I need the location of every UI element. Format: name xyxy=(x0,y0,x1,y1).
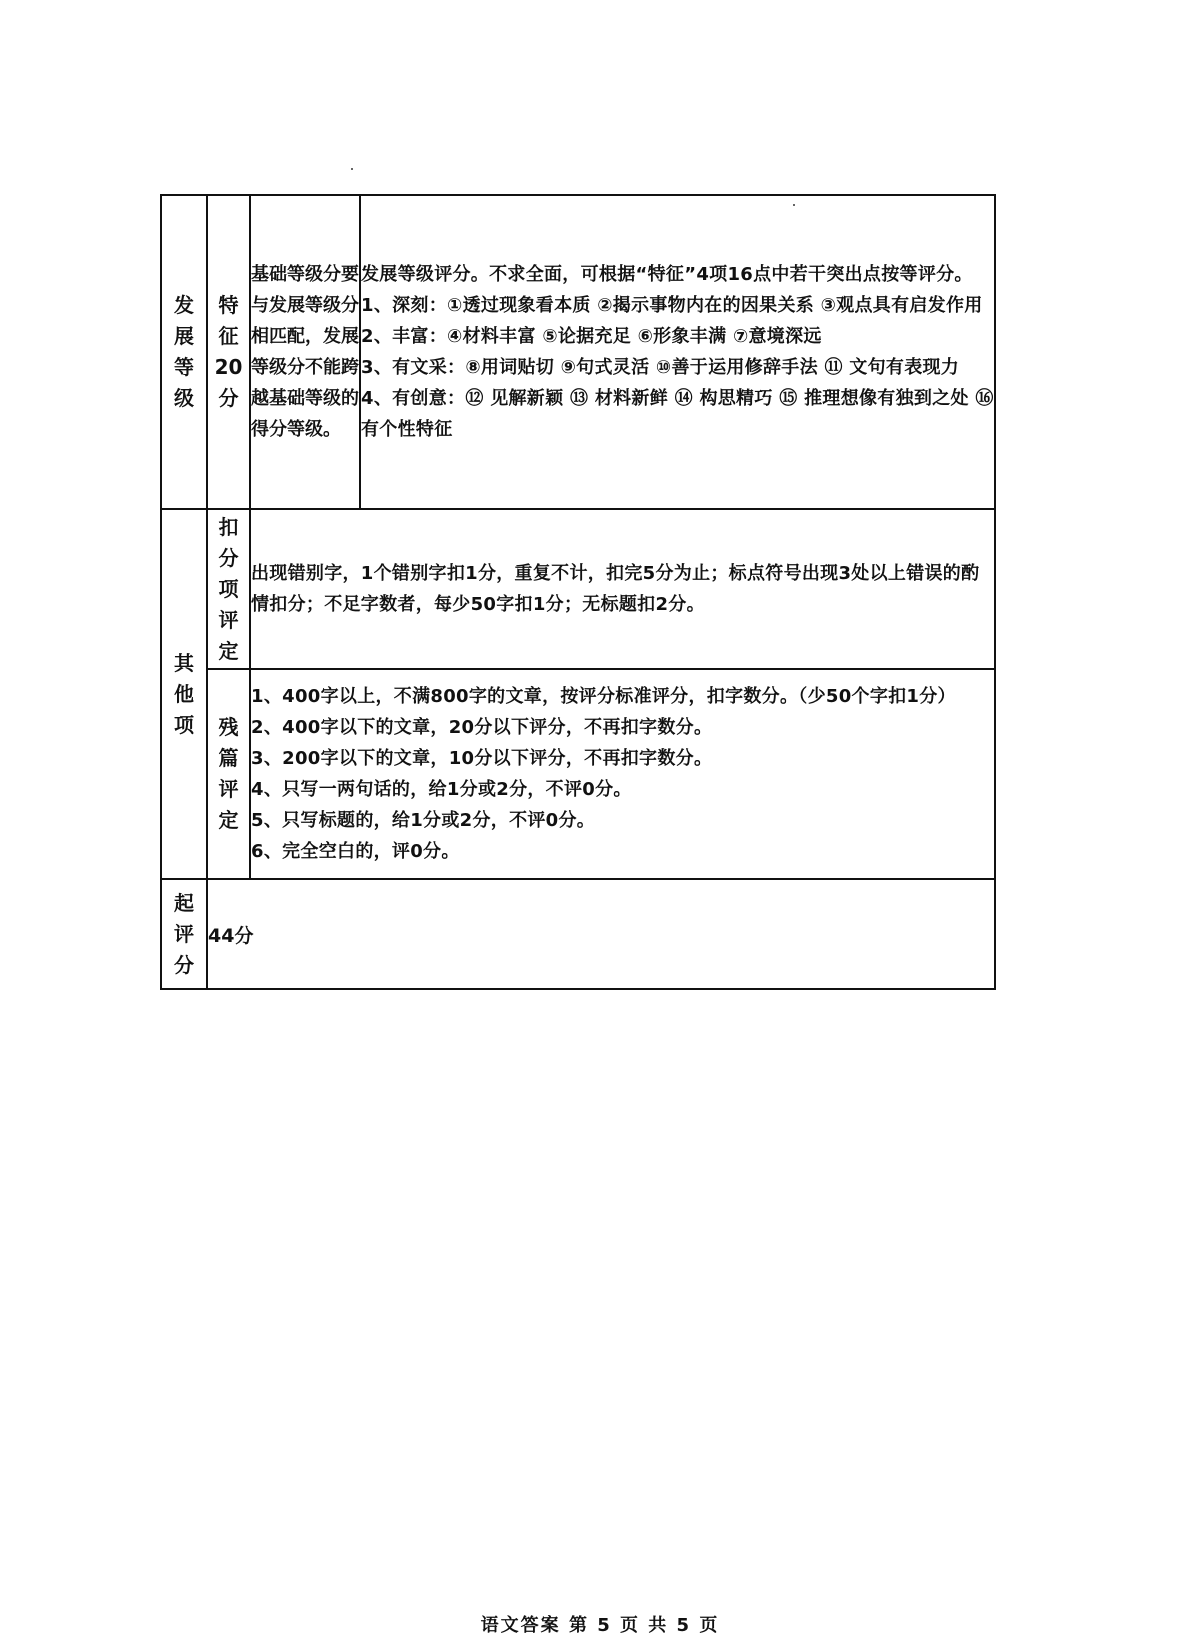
rule-line: 4、只写一两句话的，给1分或2分，不评0分。 xyxy=(251,779,632,800)
deduction-row xyxy=(161,509,995,669)
incomplete-rules xyxy=(250,669,995,879)
criteria-line: 1、深刻：①透过现象看本质 ②揭示事物内在的因果关系 ③观点具有启发作用 xyxy=(361,295,983,316)
criteria-line: 2、丰富：④材料丰富 ⑤论据充足 ⑥形象丰满 ⑦意境深远 xyxy=(361,326,822,347)
criteria-line: 3、有文采：⑧用词贴切 ⑨句式灵活 ⑩善于运用修辞手法 ⑪ 文句有表现力 xyxy=(361,357,960,378)
incomplete-label: 残 篇 评 定 xyxy=(207,669,250,879)
page-footer: 语文答案 第 5 页 共 5 页 xyxy=(480,1615,720,1636)
rule-line: 1、400字以上，不满800字的文章，按评分标准评分，扣字数分。（少50个字扣1分） xyxy=(251,686,956,707)
incomplete-row xyxy=(161,669,995,879)
dev-level-criteria xyxy=(360,195,995,509)
rule-line: 6、完全空白的，评0分。 xyxy=(251,841,460,862)
criteria-line: 发展等级评分。不求全面，可根据“特征”4项16点中若干突出点按等评分。 xyxy=(361,264,973,285)
deduction-label: 扣 分 项 评 定 xyxy=(207,509,250,669)
rule-line: 5、只写标题的，给1分或2分，不评0分。 xyxy=(251,810,596,831)
dev-level-label: 发 展 等 级 xyxy=(161,195,207,509)
rule-line: 2、400字以下的文章，20分以下评分，不再扣字数分。 xyxy=(251,717,713,738)
deduction-rules: 出现错别字，1个错别字扣1分，重复不计，扣完5分为止；标点符号出现3处以上错误的酌情扣分；不足字数者，每少50字扣1分；无标题扣2分。 xyxy=(250,509,995,669)
start-score-row xyxy=(161,879,995,989)
level-match-note: 基础等级分要与发展等级分相匹配，发展等级分不能跨越基础等级的得分等级。 xyxy=(250,195,360,509)
start-score-label: 起 评 分 xyxy=(161,879,207,989)
feature-score-label: 特 征 20 分 xyxy=(207,195,250,509)
rule-line: 3、200字以下的文章，10分以下评分，不再扣字数分。 xyxy=(251,748,713,769)
other-items-label: 其 他 项 xyxy=(161,509,207,879)
dev-level-row xyxy=(161,195,995,509)
criteria-line: 4、有创意：⑫ 见解新颖 ⑬ 材料新鲜 ⑭ 构思精巧 ⑮ 推理想像有独到之处 ⑯ 有个性特征 xyxy=(361,388,994,440)
scan-speck xyxy=(351,168,353,170)
start-score-value: 44分 xyxy=(207,879,995,989)
scoring-rubric-table xyxy=(160,194,996,990)
